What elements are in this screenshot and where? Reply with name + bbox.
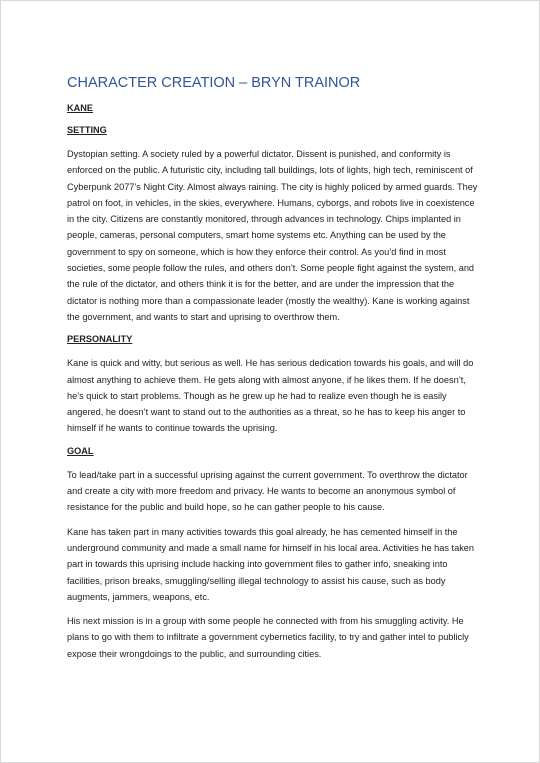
setting-heading: SETTING — [67, 125, 107, 135]
document-title: CHARACTER CREATION – BRYN TRAINOR — [67, 75, 361, 91]
goal-paragraph: Kane has taken part in many activities towards this goal already, he has cemented himself in the underground community and made a small name for himself in his local area. Activities he has taken part in towards this uprising include hacking into government files to gather info, sneaking into facilities, prison breaks, smuggling/selling illegal technology to assist his cause, such as body augments, jammers, weapons, etc. — [67, 526, 475, 602]
personality-heading: PERSONALITY — [67, 334, 133, 345]
goal-heading: GOAL — [67, 445, 94, 456]
setting-paragraph: Dystopian setting. A society ruled by a powerful dictator. Dissent is punished, and conformity is enforced on the public. A futuristic city, including tall buildings, lots of lights, high tech, reminiscent of Cyberpunk 2077’s Night City. Almost always raining. The city is highly policed by armed guards. They patrol on foot, in vehicles, in the skies, everywhere. Humans, cyborgs, and robots live in coexistence in the city. Citizens are constantly monitored, through advances in technology. Chips implanted in people, cameras, personal computers, smart home systems etc. Anything can be used by the government to spy on someone, which is how they enforce their control. As you’d find in most societies, some people follow the rules, and others don’t. Some people fight against the system, and the rule of the dictator, and others think it is for the better, and are under the impression that the dictator is nothing more than a compassionate leader (mostly the wealthy). Kane is working against the government, and wants to start and uprising to overthrow them. — [67, 149, 478, 322]
goal-paragraph: To lead/take part in a successful uprising against the current government. To overthrow the dictator and create a city with more freedom and privacy. He wants to become an anonymous symbol of resistance for the public and build hope, so he can gather people to his cause. — [67, 469, 468, 513]
personality-paragraph: Kane is quick and witty, but serious as well. He has serious dedication towards his goals, and will do almost anything to achieve them. He gets along with almost anyone, if he likes them. If he doesn’t, he’s quick to start problems. Though as he grew up he had to realize even though he is easily angered, he doesn’t want to stand out to the authorities as a threat, so he has to keep his anger to himself if he wants to continue towards the uprising. — [67, 358, 474, 434]
character-name-heading: KANE — [67, 103, 94, 113]
document-body — [67, 75, 481, 670]
goal-paragraph: His next mission is in a group with some people he connected with from his smuggling activity. He plans to go with them to infiltrate a government cybernetics facility, to try and gather intel to publicly expose their wrongdoings to the public, and surrounding cities. — [67, 616, 469, 659]
